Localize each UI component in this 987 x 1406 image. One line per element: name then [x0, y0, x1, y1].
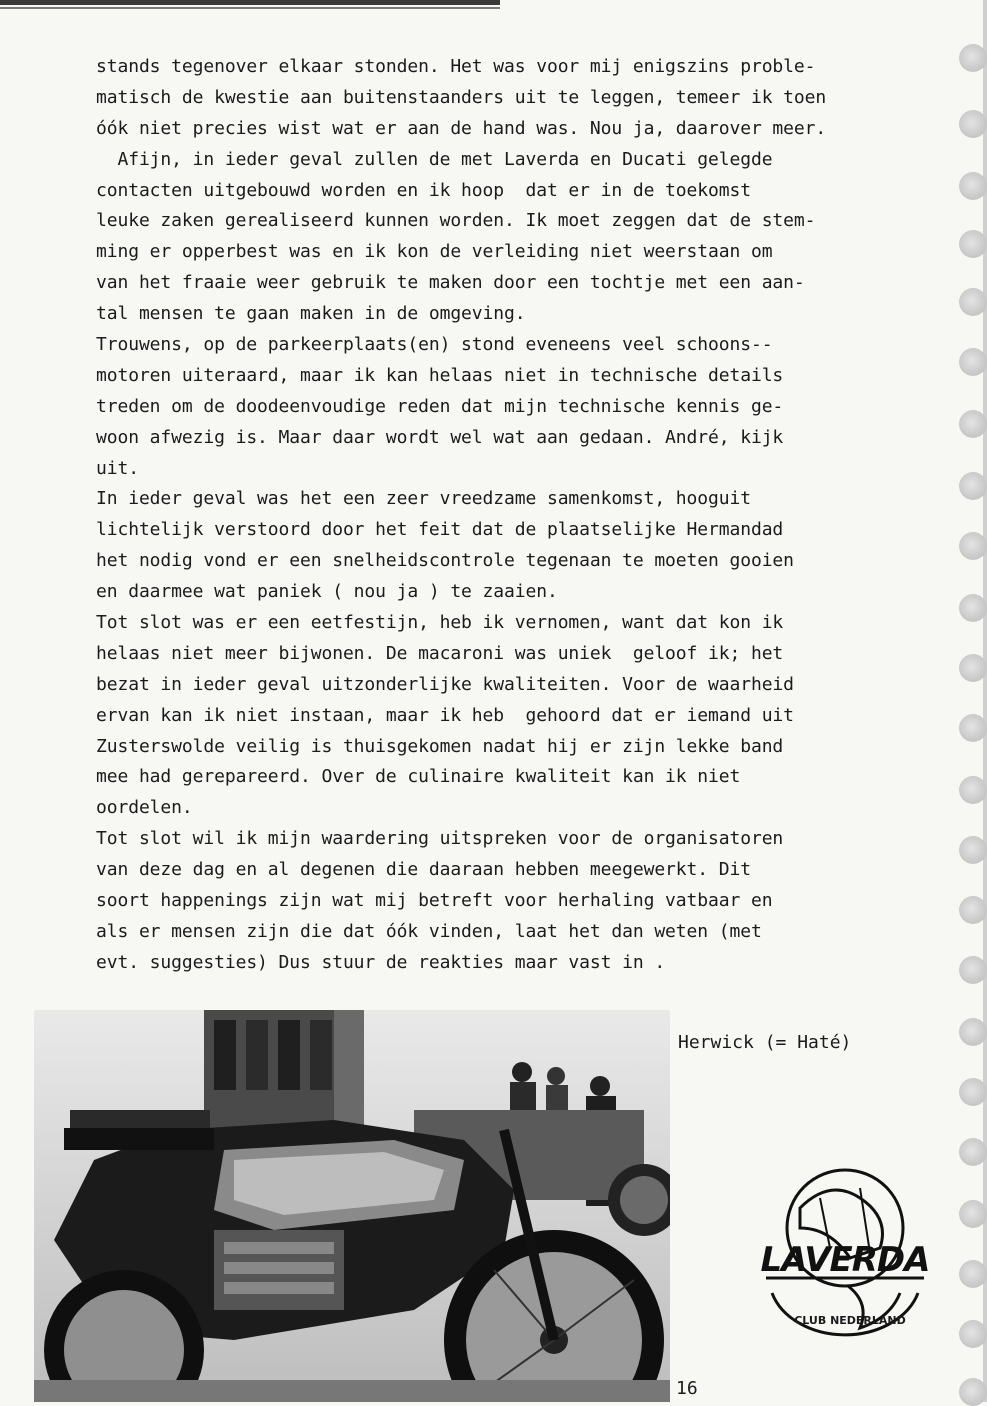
punch-hole	[959, 1138, 987, 1166]
punch-hole	[959, 714, 987, 742]
punch-hole	[959, 956, 987, 984]
text-line: óók niet precies wist wat er aan de hand was. Nou ja, daarover meer.	[96, 117, 827, 139]
top-rule-thin	[0, 7, 500, 9]
text-line: bezat in ieder geval uitzonderlijke kwaliteiten. Voor de waarheid	[96, 673, 794, 695]
text-line: Afijn, in ieder geval zullen de met Laverda en Ducati gelegde	[96, 148, 773, 170]
text-line: en daarmee wat paniek ( nou ja ) te zaaien.	[96, 581, 558, 603]
text-line: uit.	[96, 457, 139, 479]
punch-hole	[959, 288, 987, 316]
text-line: lichtelijk verstoord door het feit dat de plaatselijke Hermandad	[96, 519, 784, 541]
punch-hole	[959, 44, 987, 72]
page-edge	[983, 0, 987, 1402]
text-line: mee had gerepareerd. Over de culinaire kwaliteit kan ik niet	[96, 766, 741, 788]
punch-hole	[959, 230, 987, 258]
punch-hole	[959, 410, 987, 438]
article-body	[96, 52, 956, 979]
punch-hole	[959, 110, 987, 138]
laverda-club-logo	[760, 1168, 930, 1354]
punch-hole	[959, 896, 987, 924]
author-signature: Herwick (= Haté)	[678, 1032, 852, 1053]
text-line: Tot slot wil ik mijn waardering uitspreken voor de organisatoren	[96, 828, 784, 850]
text-line: Tot slot was er een eetfestijn, heb ik vernomen, want dat kon ik	[96, 612, 784, 634]
punch-hole	[959, 532, 987, 560]
top-rule	[0, 0, 500, 5]
text-line: woon afwezig is. Maar daar wordt wel wat aan gedaan. André, kijk	[96, 426, 784, 448]
text-line: matisch de kwestie aan buitenstaanders uit te leggen, temeer ik toen	[96, 86, 827, 108]
punch-hole	[959, 1260, 987, 1288]
punch-hole	[959, 1200, 987, 1228]
text-line: Zusterswolde veilig is thuisgekomen nadat hij er zijn lekke band	[96, 735, 784, 757]
punch-hole	[959, 172, 987, 200]
text-line: oordelen.	[96, 797, 193, 819]
text-line: treden om de doodeenvoudige reden dat mijn technische kennis ge-	[96, 395, 784, 417]
punch-hole	[959, 472, 987, 500]
text-line: helaas niet meer bijwonen. De macaroni was uniek geloof ik; het	[96, 642, 784, 664]
punch-hole	[959, 594, 987, 622]
logo-ring-text: CLUB NEDERLAND	[794, 1314, 906, 1327]
punch-hole	[959, 1320, 987, 1348]
punch-hole	[959, 654, 987, 682]
text-line: motoren uiteraard, maar ik kan helaas niet in technische details	[96, 364, 784, 386]
text-line: als er mensen zijn die dat óók vinden, laat het dan weten (met	[96, 920, 762, 942]
text-line: soort happenings zijn wat mij betreft voor herhaling vatbaar en	[96, 890, 773, 912]
text-line: leuke zaken gerealiseerd kunnen worden. Ik moet zeggen dat de stem-	[96, 210, 816, 232]
text-line: Trouwens, op de parkeerplaats(en) stond eveneens veel schoons--	[96, 334, 773, 356]
text-line: ming er opperbest was en ik kon de verleiding niet weerstaan om	[96, 241, 773, 263]
motorcycle-photo	[34, 1010, 670, 1402]
text-line: stands tegenover elkaar stonden. Het was voor mij enigszins proble-	[96, 56, 816, 77]
text-line: van het fraaie weer gebruik te maken door een tochtje met een aan-	[96, 272, 805, 294]
punch-hole	[959, 776, 987, 804]
text-line: contacten uitgebouwd worden en ik hoop dat er in de toekomst	[96, 179, 751, 201]
punch-hole	[959, 1078, 987, 1106]
text-line: het nodig vond er een snelheidscontrole tegenaan te moeten gooien	[96, 550, 794, 572]
text-line: van deze dag en al degenen die daaraan hebben meegewerkt. Dit	[96, 859, 751, 881]
logo-wordmark: LAVERDA	[760, 1240, 930, 1280]
text-line: tal mensen te gaan maken in de omgeving.	[96, 303, 526, 325]
text-line: evt. suggesties) Dus stuur de reakties maar vast in .	[96, 951, 666, 973]
page-number: 16	[676, 1378, 698, 1399]
punch-hole	[959, 836, 987, 864]
punch-hole	[959, 1018, 987, 1046]
text-line: ervan kan ik niet instaan, maar ik heb gehoord dat er iemand uit	[96, 704, 794, 726]
text-line: In ieder geval was het een zeer vreedzame samenkomst, hooguit	[96, 488, 751, 510]
punch-hole	[959, 348, 987, 376]
